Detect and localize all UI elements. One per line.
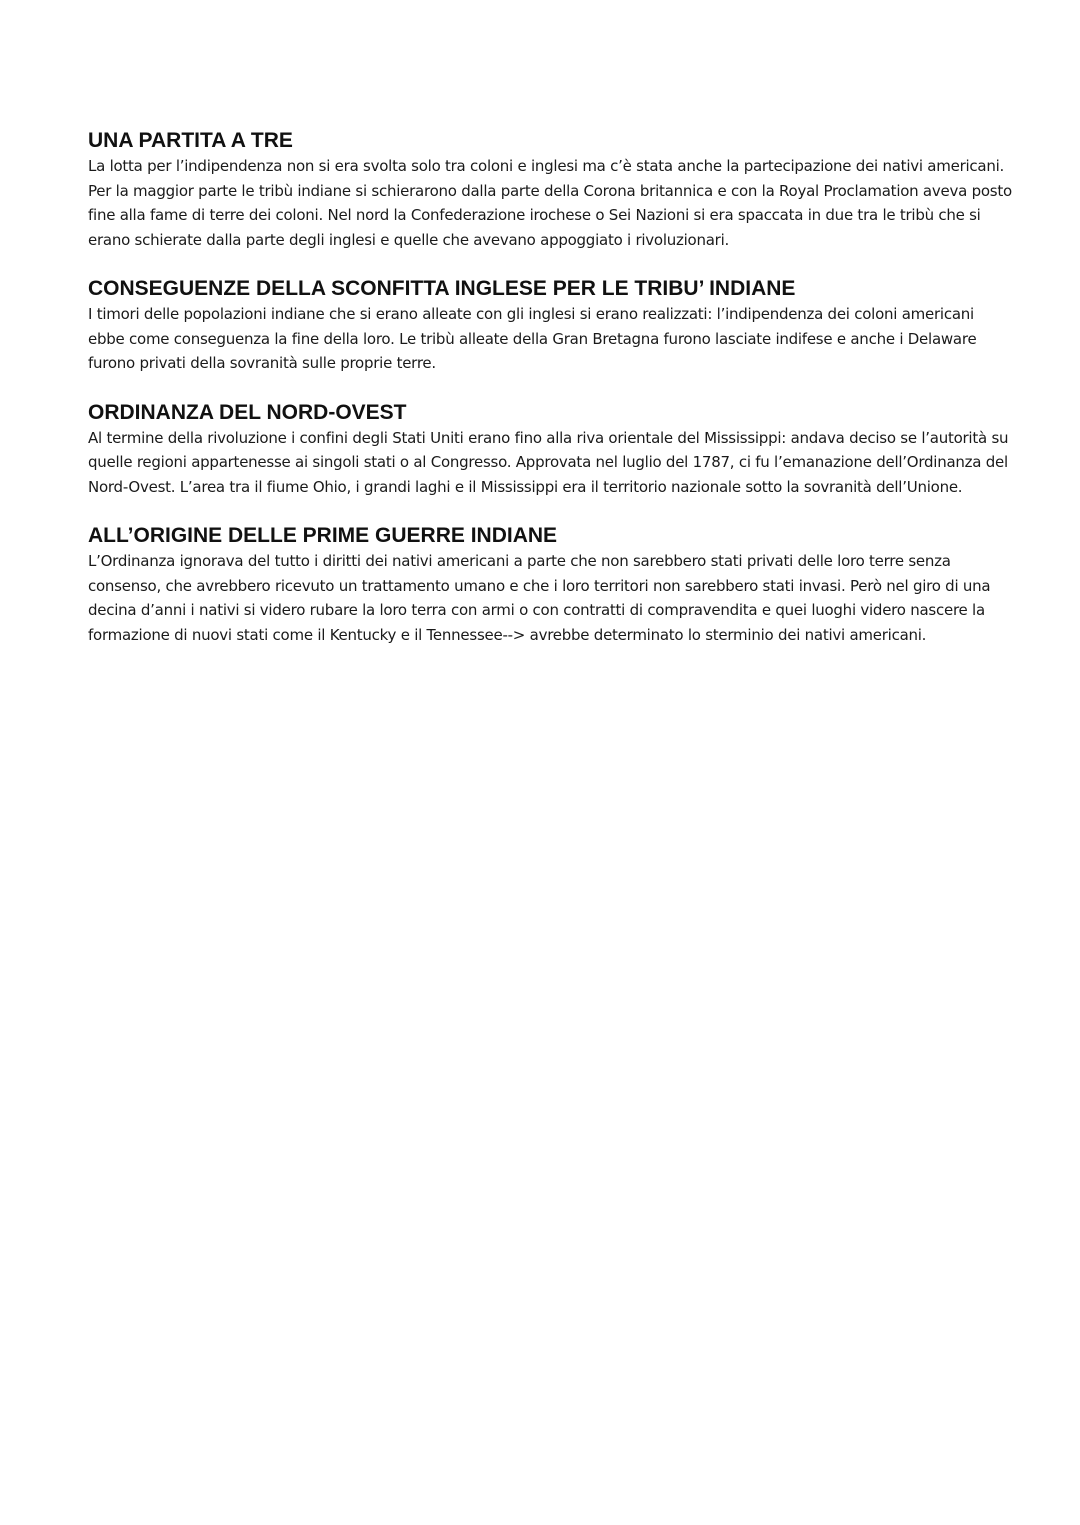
section-heading: ORDINANZA DEL NORD-OVEST (88, 400, 407, 424)
section-paragraph: L’Ordinanza ignorava del tutto i diritti dei nativi americani a parte che non sarebbero stati privati delle loro terre senza consenso, che avrebbero ricevuto un trattamento umano e che i loro territori non sarebbero stati invasi. Però nel giro di una decina d’anni i nativi si videro rubare la loro terra con armi o con contratti di compravendita e quei luoghi videro nascere la formazione di nuovi stati come il Kentucky e il Tennessee--> avrebbe determinato lo sterminio dei nativi americani. (88, 552, 991, 644)
section-paragraph: Al termine della rivoluzione i confini degli Stati Uniti erano fino alla riva orientale del Mississippi: andava deciso se l’autorità su quelle regioni appartenesse ai singoli stati o al Congresso. Approvata nel luglio del 1787, ci fu l’emanazione dell’Ordinanza del Nord-Ovest. L’area tra il fiume Ohio, i grandi laghi e il Mississippi era il territorio nazionale sotto la sovranità dell’Unione. (88, 428, 1009, 496)
section-heading: ALL’ORIGINE DELLE PRIME GUERRE INDIANE (88, 524, 558, 547)
section-ordinanza-nord-ovest (88, 400, 1013, 500)
section-paragraph: La lotta per l’indipendenza non si era svolta solo tra coloni e inglesi ma c’è stata anche la partecipazione dei nativi americani. Per la maggior parte le tribù indiane si schierarono dalla parte della Corona britannica e con la Royal Proclamation aveva posto fine alla fame di terre dei coloni. Nel nord la Confederazione irochese o Sei Nazioni si era spaccata in due tra le tribù che si erano schierate dalla parte degli inglesi e quelle che avevano appoggiato i rivoluzionari. (88, 157, 1012, 249)
section-una-partita-a-tre (88, 128, 1013, 252)
section-heading: CONSEGUENZE DELLA SCONFITTA INGLESE PER LE TRIBU’ INDIANE (88, 277, 796, 300)
section-paragraph: I timori delle popolazioni indiane che si erano alleate con gli inglesi si erano realizzati: l’indipendenza dei coloni americani ebbe come conseguenza la fine della loro. Le tribù alleate della Gran Bretagna furono lasciate indifese e anche i Delaware furono privati della sovranità sulle proprie terre. (88, 305, 977, 372)
section-heading: UNA PARTITA A TRE (88, 129, 293, 152)
section-origine-prime-guerre-indiane (88, 523, 1013, 647)
document-page (88, 128, 1013, 671)
section-conseguenze-sconfitta-inglese (88, 276, 1013, 376)
